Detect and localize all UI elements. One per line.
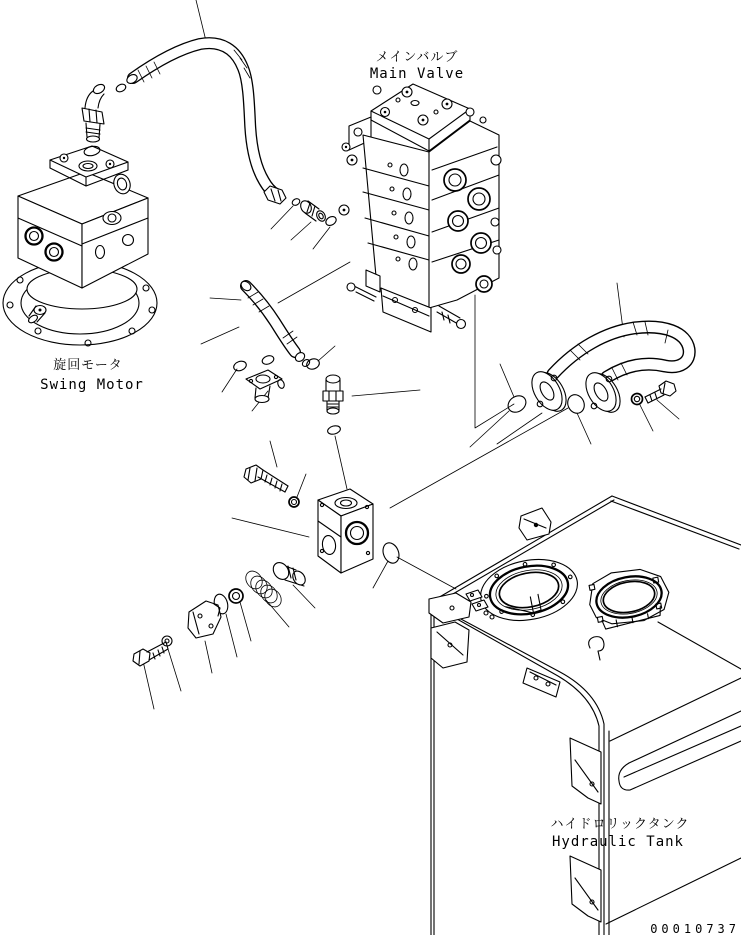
leader-line — [266, 600, 289, 627]
main-valve-label-ja: メインバルブ — [375, 50, 459, 65]
leader-line — [143, 661, 154, 709]
small-bolt — [133, 642, 168, 666]
straight-adapter-fitting — [299, 199, 328, 223]
hydraulic-tank — [429, 496, 741, 935]
elbow-fitting — [82, 83, 106, 142]
leader-line — [335, 436, 347, 489]
straight-adapter — [323, 375, 343, 414]
swing-motor-label-en: Swing Motor — [40, 377, 144, 393]
retainer-ring — [229, 589, 243, 603]
motor-body — [18, 172, 148, 309]
tank-filler-opening — [475, 552, 582, 629]
main-valve — [339, 84, 501, 332]
o-ring — [565, 392, 588, 416]
leader-line — [201, 327, 239, 344]
hydraulic-tank-label-ja: ハイドロリックタンク — [550, 817, 690, 832]
tank-bracket — [519, 508, 551, 540]
leader-line — [657, 400, 679, 419]
check-valve-assembly — [133, 465, 402, 666]
o-ring — [115, 83, 127, 94]
leader-line — [390, 408, 568, 508]
leader-line — [318, 346, 335, 361]
leader-line — [205, 641, 212, 673]
tank-bracket — [570, 738, 601, 804]
leader-line — [500, 364, 514, 397]
leader-line — [168, 649, 181, 691]
leader-line — [297, 474, 306, 497]
check-valve-block — [318, 489, 373, 573]
hose-tube — [553, 322, 689, 380]
hose-tube — [125, 43, 286, 204]
o-ring — [505, 392, 529, 415]
leader-line — [271, 206, 293, 229]
leader-line — [313, 227, 330, 249]
leader-line — [373, 561, 388, 588]
main-valve-label-en: Main Valve — [369, 66, 465, 82]
o-ring — [261, 354, 275, 366]
leader-line — [291, 222, 311, 240]
mounting-bolt — [244, 465, 288, 492]
leader-line — [577, 413, 591, 444]
hose-flange — [526, 367, 573, 417]
tank-hand-slot — [619, 711, 741, 790]
tank-bracket — [570, 856, 601, 922]
washer — [632, 394, 643, 405]
leader-line — [232, 518, 309, 537]
leader-line — [352, 390, 420, 396]
o-ring — [232, 360, 247, 373]
leader-line — [270, 441, 277, 467]
hydraulic-tank-label-en: Hydraulic Tank — [551, 834, 685, 850]
tank-bracket — [429, 593, 471, 668]
o-ring — [380, 540, 402, 565]
end-cap — [188, 601, 221, 638]
middle-hose-assembly — [232, 279, 343, 435]
leader-line — [226, 614, 237, 657]
elbow-flange-fitting — [246, 370, 285, 403]
swing-motor — [3, 145, 157, 346]
poppet — [270, 560, 308, 588]
leader-line — [278, 262, 350, 303]
tank-bracket — [523, 668, 560, 697]
swing-motor-label-ja: 旋回モータ — [53, 358, 123, 373]
hook-icon — [589, 637, 604, 660]
washer — [289, 497, 299, 507]
leader-line — [640, 405, 653, 431]
tank-cover-opening — [585, 563, 674, 631]
hose-tube — [239, 279, 311, 368]
leader-line — [470, 411, 509, 447]
leader-line — [210, 298, 241, 300]
upper-hose-assembly — [82, 43, 286, 204]
o-ring — [324, 215, 338, 227]
o-ring — [291, 197, 301, 206]
valve-right-face — [429, 108, 501, 308]
o-ring — [327, 424, 342, 435]
leader-line — [196, 0, 206, 41]
leader-line — [240, 602, 251, 641]
flange-bolt — [645, 381, 676, 403]
drawing-number: 00010737 — [650, 922, 740, 935]
leader-line — [397, 557, 456, 589]
leader-line — [293, 585, 315, 608]
port-adapter-fittings — [291, 197, 338, 227]
return-hose-assembly — [505, 322, 689, 417]
leader-line — [222, 369, 237, 392]
valve-left-face — [339, 135, 431, 308]
leader-line — [497, 413, 542, 444]
